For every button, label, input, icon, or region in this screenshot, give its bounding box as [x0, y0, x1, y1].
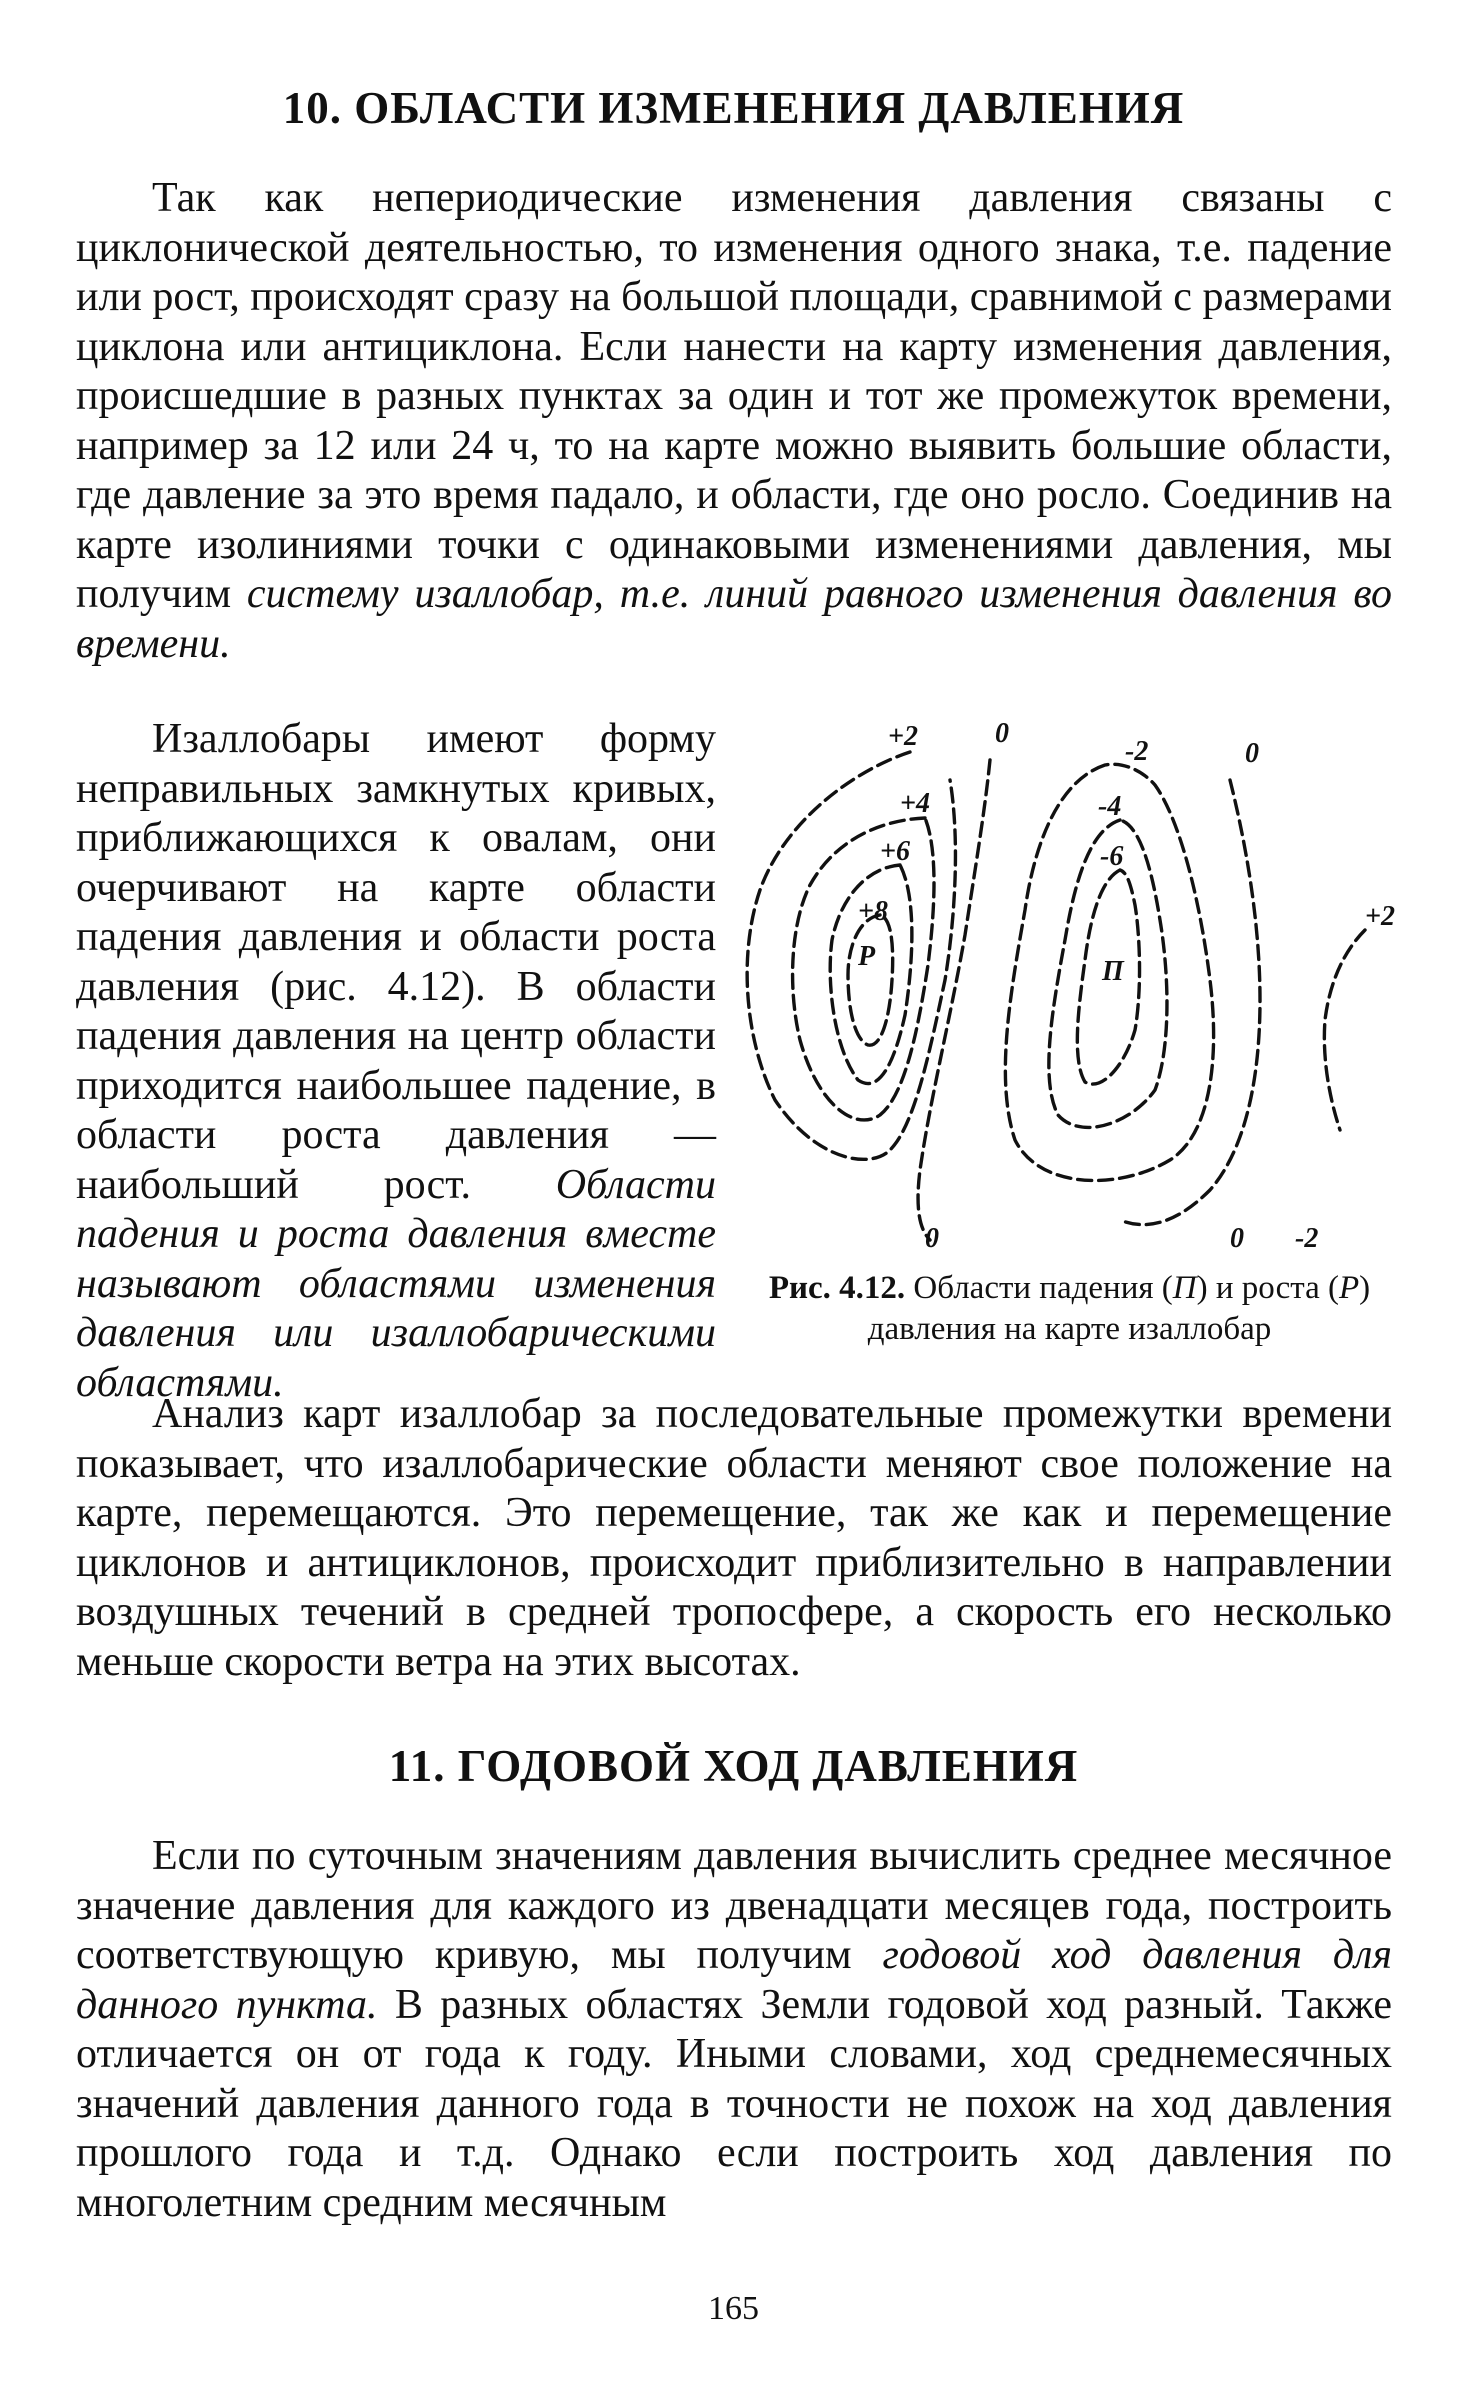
label-plus8: +8	[858, 896, 888, 927]
label-minus4: -4	[1098, 791, 1122, 822]
paragraph-isallobars-intro	[76, 174, 1392, 669]
label-minus2-bottom: -2	[1295, 1223, 1319, 1254]
figure-caption	[742, 1268, 1397, 1350]
figure-number: Рис. 4.12.	[768, 1270, 906, 1306]
isallobar-plus8	[848, 915, 893, 1045]
label-plus6: +6	[880, 836, 910, 867]
label-zero-top-a: 0	[995, 720, 1009, 749]
label-zero-top-b: 0	[1245, 738, 1259, 769]
isallobar-labels	[857, 720, 1395, 1254]
label-center-R: Р	[858, 941, 876, 972]
label-plus2-top: +2	[888, 721, 918, 752]
caption-R: Р	[1338, 1270, 1360, 1306]
label-center-P: П	[1102, 956, 1124, 987]
section-heading-11: 11. ГОДОВОЙ ХОД ДАВЛЕНИЯ	[388, 1741, 1079, 1791]
label-zero-bottom-b: 0	[1230, 1223, 1244, 1254]
section-heading-10: 10. ОБЛАСТИ ИЗМЕНЕНИЯ ДАВЛЕНИЯ	[282, 83, 1185, 133]
label-plus4: +4	[900, 788, 930, 819]
italic-definition: систему изаллобар, т.е. линий равного изменения давления во времени.	[76, 571, 1392, 667]
paragraph-text: Если по суточным значениям давления вычислить среднее месячное значение давления для каждого из двенадцати месяцев года, построить соответствующую кривую, мы получим	[76, 1833, 1392, 1978]
italic-definition: Области падения и роста давления вместе называют областями изменения давления или изаллобарическими областями.	[76, 1161, 717, 1406]
page-number: 165	[708, 2290, 759, 2327]
label-minus6: -6	[1100, 841, 1124, 872]
label-plus2-right: +2	[1365, 901, 1395, 932]
paragraph-isallobar-movement: Анализ карт изаллобар за последовательные промежутки времени показывает, что изаллобарические области меняют свое положение на карте, перемещаются. Это перемещение, так же как и перемещение циклонов и антициклонов, происходит приблизительно в направлении воздушных течений в средней тропосфере, а скорость его несколько меньше скорости ветра на этих высотах.	[76, 1391, 1392, 1685]
label-zero-bottom-a: 0	[925, 1223, 939, 1254]
isallobar-plus2-right	[1324, 930, 1365, 1130]
paragraph-text: Так как непериодические изменения давления связаны с циклонической деятельностью, то изменения одного знака, т.е. падение или рост, происходят сразу на большой площади, сравнимой с размерами циклона или антициклона. Если нанести на карту изменения давления, происшедшие в разных пунктах за один и тот же промежуток времени, например за 12 или 24 ч, то на карте можно выявить большие области, где давление за это время падало, и области, где оно росло. Соединив на карте изолиниями точки с одинаковыми изменениями давления, мы получим	[76, 175, 1393, 617]
paragraph-text: В разных областях Земли годовой ход разный. Также отличается он от года к году. Иными словами, ход среднемесячных значений давления данного года в точности не похож на ход давления прошлого года и т.д. Однако если построить ход давления по многолетним средним месячным	[76, 1981, 1393, 2226]
label-minus2-top: -2	[1125, 736, 1149, 767]
paragraph-text: Изаллобары имеют форму неправильных замкнутых кривых, приближающихся к овалам, они очерчивают на карте области падения давления и области роста давления (рис. 4.12). В области падения давления на центр области приходится наибольшее падение, в области роста давления — наибольший рост.	[76, 716, 716, 1208]
isallobar-map-figure	[740, 720, 1420, 1260]
caption-text: Области падения (	[913, 1270, 1173, 1306]
caption-P: П	[1172, 1270, 1197, 1306]
italic-definition: годовой ход давления для данного пункта.	[76, 1932, 1392, 2028]
caption-text: ) и роста (	[1196, 1270, 1339, 1306]
isallobar-contours	[747, 752, 1365, 1240]
paragraph-isallobar-shape	[76, 715, 716, 1408]
caption-text: ) давления на карте изаллобар	[867, 1270, 1371, 1347]
paragraph-annual-pressure	[76, 1832, 1392, 2228]
